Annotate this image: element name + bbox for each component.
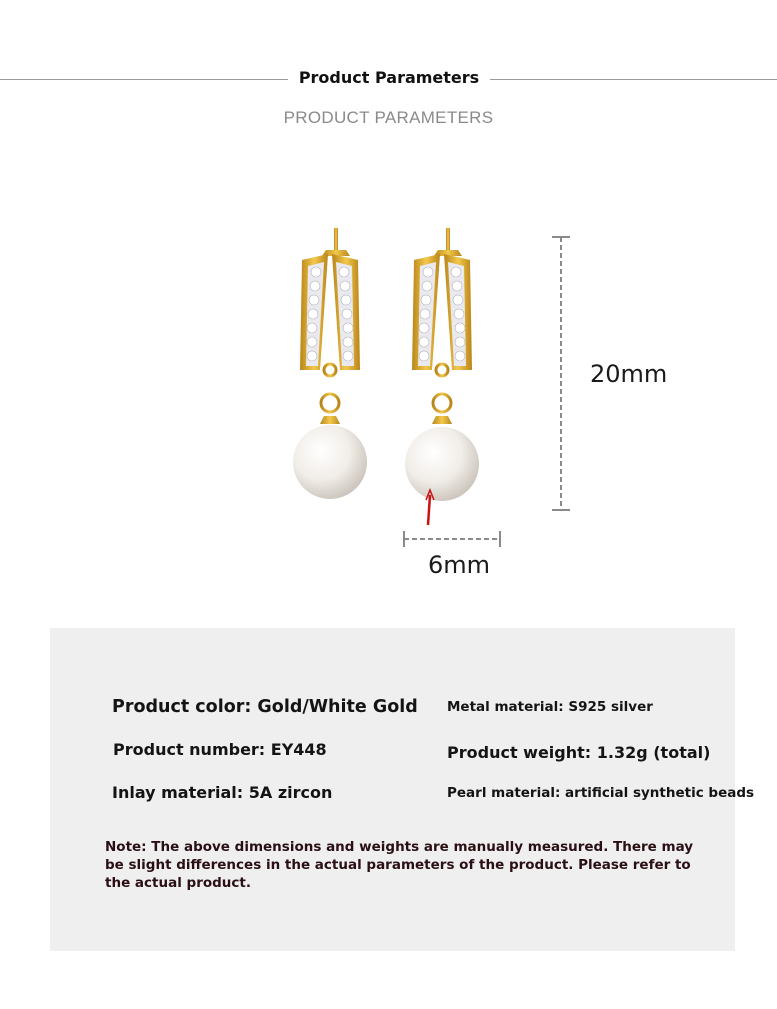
header-divider-right	[490, 79, 777, 80]
param-pearl-material: Pearl material: artificial synthetic beads	[447, 785, 755, 801]
earring-product-image	[270, 220, 590, 550]
width-dimension-line	[404, 531, 500, 547]
measurement-note: Note: The above dimensions and weights are manually measured. There may be slight differences in the actual parameters of the product. Please refer to the actual product.	[105, 839, 694, 891]
param-product-color: Product color: Gold/White Gold	[112, 697, 418, 717]
section-subtitle: PRODUCT PARAMETERS	[283, 108, 494, 127]
height-dimension-label: 20mm	[590, 360, 668, 388]
param-metal-material: Metal material: S925 silver	[447, 699, 653, 715]
left-earring	[293, 228, 367, 499]
pearl-marker-arrow	[426, 490, 434, 525]
param-inlay-material: Inlay material: 5A zircon	[112, 783, 333, 802]
right-earring	[405, 228, 479, 501]
parameters-panel	[50, 628, 755, 951]
section-title: Product Parameters	[298, 68, 480, 87]
param-product-number: Product number: EY448	[113, 740, 327, 759]
width-dimension-label: 6mm	[428, 551, 491, 579]
header-divider-left	[0, 79, 288, 80]
param-product-weight: Product weight: 1.32g (total)	[447, 743, 711, 762]
height-dimension-line	[552, 237, 570, 510]
